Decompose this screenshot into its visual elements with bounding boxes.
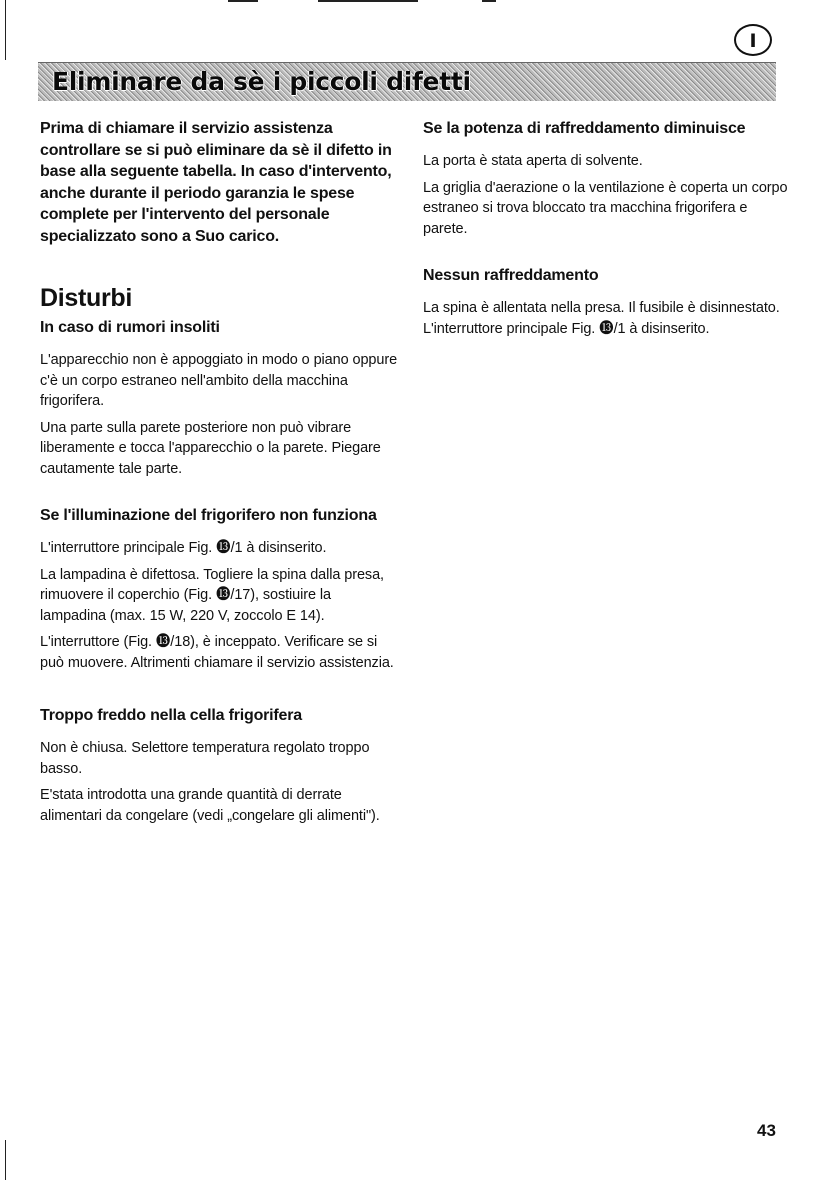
paragraph: E'stata introdotta una grande quantità di derrate alimentari da congelare (vedi „congelare gli alimenti"). xyxy=(40,787,380,824)
scan-mark xyxy=(5,0,6,60)
paragraph: L'apparecchio non è appoggiato in modo o piano oppure c'è un corpo estraneo nell'ambito della macchina frigorifera. xyxy=(40,352,398,409)
left-column xyxy=(40,118,400,826)
paragraph: Non è chiusa. Selettore temperatura regolato troppo basso. xyxy=(40,740,370,777)
paragraph: La griglia d'aerazione o la ventilazione è coperta un corpo estraneo si trova bloccato tra macchina frigorifera e parete. xyxy=(423,179,788,237)
paragraph: La lampadina è difettosa. Togliere la spina dalla presa, rimuovere il coperchio (Fig. ⓭/17), sostiuire la lampadina (max. 15 W, 220 V, zoccolo E 14). xyxy=(40,566,384,624)
language-badge: I xyxy=(734,24,772,56)
intro-text: Prima di chiamare il servizio assistenza controllare se si può eliminare da sè il difetto in base alla seguente tabella. In caso d'intervento, anche durante il periodo garanzia le spese complete per l'intervento del personale specializzato sono a Suo carico. xyxy=(40,120,392,245)
right-column xyxy=(423,118,793,339)
paragraph: L'interruttore principale Fig. ⓭/1 à disinserito. xyxy=(40,540,327,556)
paragraph: La porta è stata aperta di solvente. xyxy=(423,153,643,169)
subheading-lighting: Se l'illuminazione del frigorifero non funziona xyxy=(40,507,377,524)
subheading-no-cooling: Nessun raffreddamento xyxy=(423,267,599,284)
scan-mark xyxy=(228,0,258,2)
subheading-noises: In caso di rumori insoliti xyxy=(40,319,220,336)
section-heading-disturbi: Disturbi xyxy=(40,284,133,312)
scan-mark xyxy=(318,0,418,2)
subheading-too-cold: Troppo freddo nella cella frigorifera xyxy=(40,707,302,724)
subheading-reduced-cooling: Se la potenza di raffreddamento diminuisce xyxy=(423,120,746,137)
paragraph: Una parte sulla parete posteriore non può vibrare liberamente e tocca l'apparecchio o la parete. Piegare cautamente tale parte. xyxy=(40,419,381,477)
paragraph: La spina è allentata nella presa. Il fusibile è disinnestato. L'interruttore principale Fig. ⓭/1 à disinserito. xyxy=(423,300,780,337)
scan-mark xyxy=(482,0,496,2)
page-number: 43 xyxy=(757,1121,776,1140)
page-title: Eliminare da sè i piccoli difetti xyxy=(52,67,471,96)
scan-mark xyxy=(5,1140,6,1180)
paragraph: L'interruttore (Fig. ⓭/18), è inceppato. Verificare se si può muovere. Altrimenti chiamare il servizio assistenzia. xyxy=(40,634,394,671)
header-banner xyxy=(38,62,776,101)
